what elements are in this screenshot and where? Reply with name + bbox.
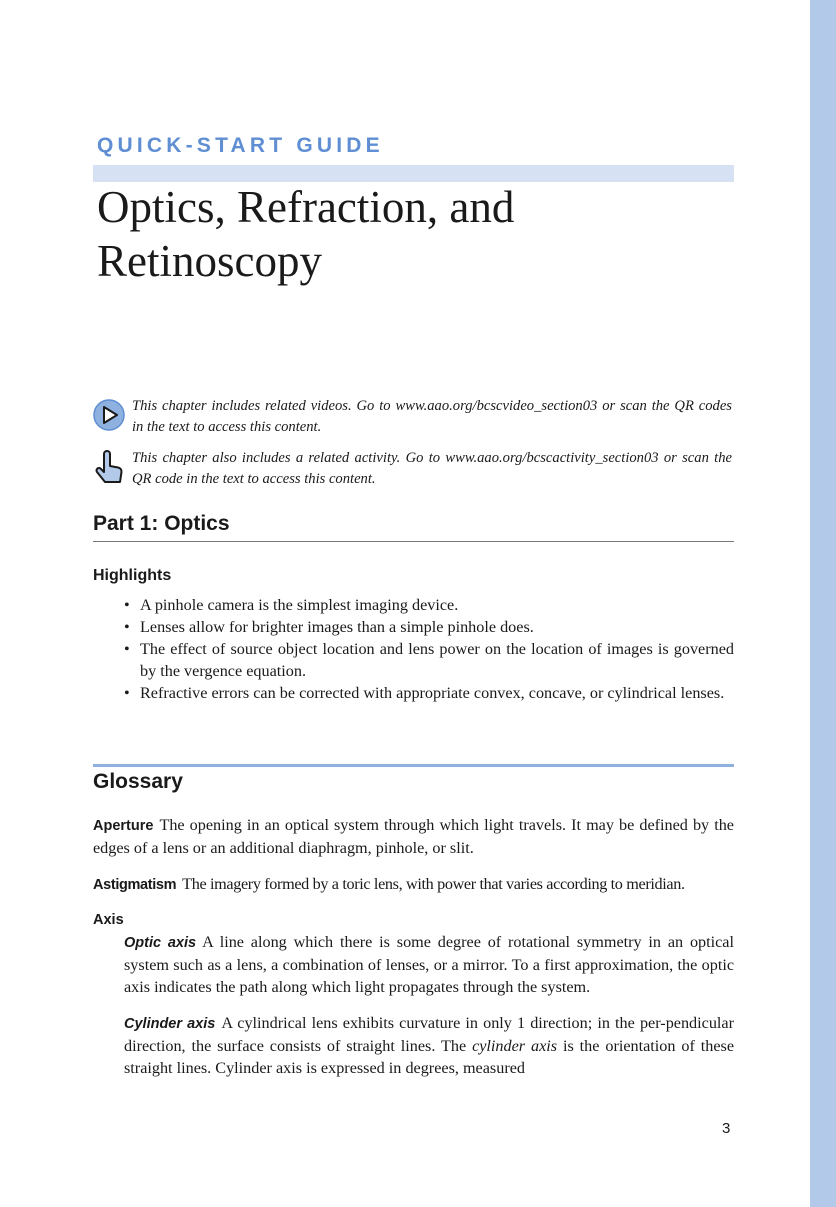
pointing-hand-icon	[92, 450, 126, 484]
glossary-entry-aperture	[93, 814, 734, 859]
play-icon	[92, 398, 126, 432]
glossary-definition-cont: is the orientation of these straight lines. Cylinder axis is expressed in degrees, measured	[124, 1037, 735, 1077]
title-line-2: Retinoscopy	[97, 236, 322, 286]
activity-note-text: This chapter also includes a related activity. Go to www.aao.org/bcscactivity_section03 or scan the QR code in the text to access this content.	[132, 450, 732, 487]
glossary-entry-optic-axis	[124, 931, 734, 998]
page-edge-tab	[810, 0, 836, 1207]
glossary-definition: The opening in an optical system through which light travels. It may be defined by the edges of a lens or an additional diaphragm, pinhole, or slit.	[93, 816, 734, 857]
part-heading: Part 1: Optics	[93, 512, 230, 535]
glossary-entry-axis	[93, 908, 734, 931]
glossary-definition: A line along which there is some degree of rotational symmetry in an optical system such as a lens, a combination of lenses, or a mirror. To a first approximation, the optic axis indicates the path along which light propagates through the system.	[124, 933, 734, 996]
part-rule	[93, 541, 734, 542]
highlights-list	[124, 594, 734, 704]
glossary-rule	[93, 764, 734, 767]
list-item: • The effect of source object location and lens power on the location of images is governed by the vergence equation.	[124, 640, 734, 680]
glossary-heading: Glossary	[93, 770, 183, 793]
section-kicker: QUICK-START GUIDE	[97, 134, 384, 157]
glossary-term: Aperture	[93, 818, 154, 834]
glossary-term: Astigmatism	[93, 877, 177, 893]
highlights-heading: Highlights	[93, 567, 172, 584]
glossary-entry-astigmatism	[93, 873, 734, 896]
title-line-1: Optics, Refraction, and	[97, 182, 515, 232]
glossary-entry-cylinder-axis	[124, 1012, 734, 1079]
page-title	[97, 180, 737, 288]
glossary-term: Axis	[93, 912, 124, 928]
glossary-definition: A cylindrical lens exhibits curvature in only 1 direction; in the per-pendicular direction, the surface consists of straight lines. The	[124, 1014, 735, 1055]
glossary-term: Optic axis	[124, 935, 197, 951]
emphasis: cylinder axis	[472, 1037, 558, 1055]
glossary-term: Cylinder axis	[124, 1016, 216, 1032]
video-note-text: This chapter includes related videos. Go to www.aao.org/bcscvideo_section03 or scan the QR codes in the text to access this content.	[132, 398, 732, 435]
glossary-definition: The imagery formed by a toric lens, with power that varies according to meridian.	[182, 875, 685, 893]
list-item: • A pinhole camera is the simplest imaging device.	[124, 596, 459, 614]
list-item: • Refractive errors can be corrected with appropriate convex, concave, or cylindrical lenses.	[124, 684, 725, 702]
page-number: 3	[722, 1120, 731, 1137]
list-item: • Lenses allow for brighter images than a simple pinhole does.	[124, 618, 534, 636]
